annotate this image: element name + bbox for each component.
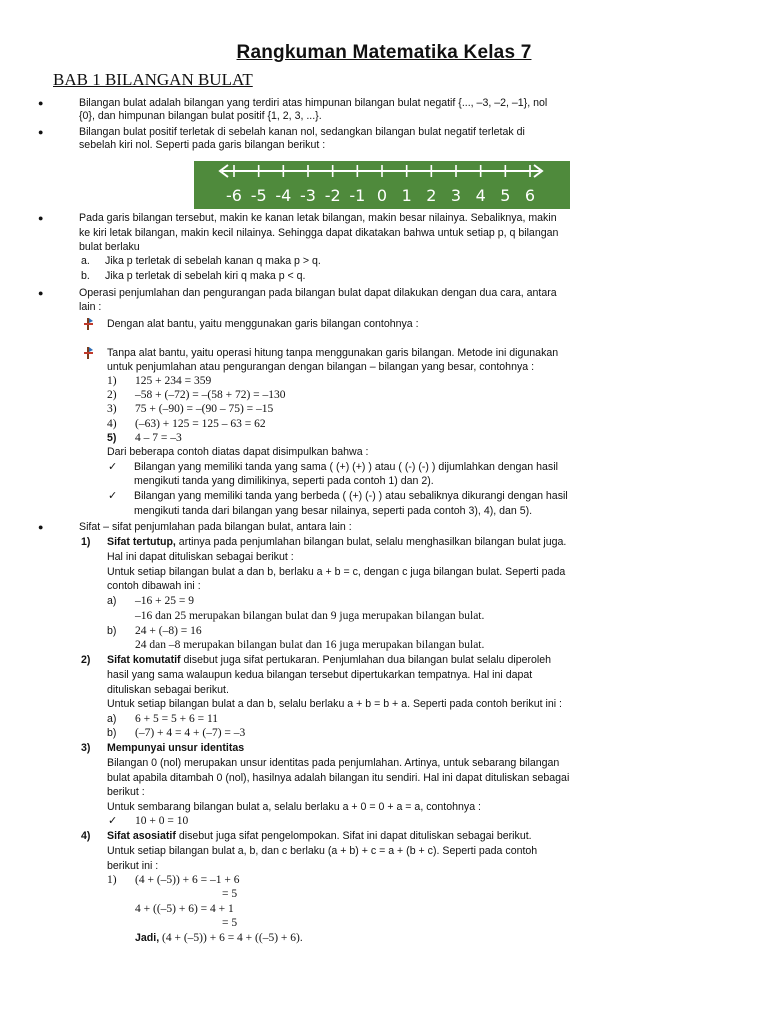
number-line-label: 4 xyxy=(475,186,486,205)
list-marker: 1) xyxy=(107,874,117,886)
math-line: 75 + (–90) = –(90 – 75) = –15 xyxy=(135,403,274,415)
text-line: Operasi penjumlahan dan pengurangan pada bilangan bulat dapat dilakukan dengan dua cara, antara xyxy=(79,287,557,299)
number-line-label: 6 xyxy=(524,186,536,205)
text-span: artinya pada penjumlahan bilangan bulat, selalu menghasilkan bilangan bulat juga. xyxy=(175,536,567,548)
number-line-label: -5 xyxy=(250,186,267,205)
text-line: Dengan alat bantu, yaitu menggunakan garis bilangan contohnya : xyxy=(107,318,419,330)
list-marker: 1) xyxy=(81,536,91,548)
text-line: –16 dan 25 merupakan bilangan bulat dan 9 juga merupakan bilangan bulat. xyxy=(135,610,485,622)
number-line-label: 1 xyxy=(401,186,412,205)
bullet-icon: ● xyxy=(38,98,44,108)
number-line-label: 0 xyxy=(376,186,388,205)
number-line-label: -3 xyxy=(300,186,316,205)
text-line xyxy=(107,830,532,843)
math-line: 125 + 234 = 359 xyxy=(135,375,212,387)
math-line: 24 + (–8) = 16 xyxy=(135,625,202,637)
text-line: Untuk sembarang bilangan bulat a, selalu berlaku a + 0 = 0 + a = a, contohnya : xyxy=(107,801,481,813)
term: Sifat komutatif xyxy=(107,654,181,666)
text-line: Jika p terletak di sebelah kiri q maka p < q. xyxy=(105,270,306,282)
bullet-icon: ● xyxy=(38,213,44,223)
checkmark-icon: ✓ xyxy=(108,490,118,502)
number-line-drawing xyxy=(194,161,570,209)
text-line: Untuk setiap bilangan bulat a dan b, berlaku a + b = c, dengan c juga bilangan bulat. Seperti pada xyxy=(107,566,566,578)
math-line: 6 + 5 = 5 + 6 = 11 xyxy=(135,713,219,725)
list-marker: b. xyxy=(81,270,90,282)
list-marker: 4) xyxy=(107,418,117,430)
list-marker: 1) xyxy=(107,375,117,387)
text-line: berikut ini : xyxy=(107,860,159,872)
text-line: sebelah kiri nol. Seperti pada garis bilangan berikut : xyxy=(79,139,326,151)
chapter-heading: BAB 1 BILANGAN BULAT xyxy=(53,70,253,89)
term: Sifat tertutup, xyxy=(107,536,176,548)
math-span: (4 + (–5)) + 6 = 4 + ((–5) + 6). xyxy=(159,932,303,944)
math-line: 4 – 7 = –3 xyxy=(135,432,182,444)
text-line: mengikuti tanda yang dimilikinya, seperti pada contoh 1) dan 2). xyxy=(134,475,434,487)
number-line-label: -4 xyxy=(275,186,292,205)
list-marker: a. xyxy=(81,255,90,267)
text-line: Bilangan 0 (nol) merupakan unsur identitas pada penjumlahan. Artinya, untuk sebarang bilangan xyxy=(107,757,560,769)
text-line: Untuk setiap bilangan bulat a dan b, selalu berlaku a + b = b + a. Seperti pada contoh berikut ini : xyxy=(107,698,562,710)
checkmark-icon: ✓ xyxy=(108,461,118,473)
number-line-label: -6 xyxy=(226,186,242,205)
text-line: berikut : xyxy=(107,786,145,798)
list-marker: b) xyxy=(107,625,117,637)
list-marker: 2) xyxy=(107,389,117,401)
number-line-label: 3 xyxy=(450,186,462,205)
text-line: Bilangan yang memiliki tanda yang sama ( (+) (+) ) atau ( (-) (-) ) dijumlahkan dengan hasil xyxy=(134,461,558,473)
text-line: bulat berlaku xyxy=(79,241,140,253)
text-line xyxy=(107,536,566,549)
math-line: = 5 xyxy=(222,917,238,929)
text-line: {0}, dan himpunan bilangan bulat positif {1, 2, 3, ...}. xyxy=(79,110,322,122)
term: Mempunyai unsur identitas xyxy=(107,742,245,754)
math-line: –58 + (–72) = –(58 + 72) = –130 xyxy=(135,389,286,401)
term: Sifat asosiatif xyxy=(107,830,176,842)
number-line-label: 2 xyxy=(426,186,437,205)
text-line: Bilangan bulat adalah bilangan yang terdiri atas himpunan bilangan bulat negatif {..., –3, –2, –1}, nol xyxy=(79,97,548,109)
text-line: Bilangan yang memiliki tanda yang berbeda ( (+) (-) ) atau sebaliknya dikurangi dengan hasil xyxy=(134,490,568,502)
text-span: disebut juga sifat pertukaran. Penjumlahan dua bilangan bulat selalu diperoleh xyxy=(180,654,552,666)
number-line-image xyxy=(194,161,570,209)
math-line: (–7) + 4 = 4 + (–7) = –3 xyxy=(135,727,246,739)
text-line: Sifat – sifat penjumlahan pada bilangan bulat, antara lain : xyxy=(79,521,352,533)
math-line: –16 + 25 = 9 xyxy=(135,595,194,607)
checkmark-icon: ✓ xyxy=(108,815,118,827)
math-line: = 5 xyxy=(222,888,238,900)
text-line: 24 dan –8 merupakan bilangan bulat dan 16 juga merupakan bilangan bulat. xyxy=(135,639,485,651)
text-line: Bilangan bulat positif terletak di sebelah kanan nol, sedangkan bilangan bulat negatif terletak di xyxy=(79,126,525,138)
number-line-label: -2 xyxy=(324,186,341,205)
text-line: contoh dibawah ini : xyxy=(107,580,201,592)
math-line: (–63) + 125 = 125 – 63 = 62 xyxy=(135,418,266,430)
text-line: Jika p terletak di sebelah kanan q maka p > q. xyxy=(105,255,321,267)
math-line: (4 + (–5)) + 6 = –1 + 6 xyxy=(135,874,240,886)
list-marker: 2) xyxy=(81,654,91,666)
text-line: Untuk setiap bilangan bulat a, b, dan c berlaku (a + b) + c = a + (b + c). Seperti pada contoh xyxy=(107,845,538,857)
math-line: 10 + 0 = 10 xyxy=(135,815,189,827)
text-line xyxy=(107,654,551,667)
text-line: dituliskan sebagai berikut. xyxy=(107,684,229,696)
text-line: lain : xyxy=(79,301,102,313)
number-line-label: -1 xyxy=(349,186,366,205)
list-marker: 3) xyxy=(81,742,91,754)
text-line: ke kiri letak bilangan, makin kecil nilainya. Sehingga dapat dikatakan bahwa untuk setiap p, q bilangan xyxy=(79,227,559,239)
bullet-icon: ● xyxy=(38,522,44,532)
text-line: mengikuti tanda dari bilangan yang besar nilainya, seperti pada contoh 3), 4), dan 5). xyxy=(134,505,533,517)
text-line: untuk penjumlahan atau pengurangan dengan bilangan – bilangan yang besar, contohnya : xyxy=(107,361,535,373)
math-line: 4 + ((–5) + 6) = 4 + 1 xyxy=(135,903,234,915)
arrow-bullet-icon xyxy=(84,318,94,330)
text-line: Pada garis bilangan tersebut, makin ke kanan letak bilangan, makin besar nilainya. Sebaliknya, makin xyxy=(79,212,557,224)
list-marker: 3) xyxy=(107,403,117,415)
number-line-label: 5 xyxy=(500,186,511,205)
list-marker: 5) xyxy=(107,432,117,444)
list-marker: a) xyxy=(107,595,117,607)
term: Jadi, xyxy=(135,932,160,944)
list-marker: a) xyxy=(107,713,117,725)
text-line: hasil yang sama walaupun kedua bilangan tersebut dipertukarkan tempatnya. Hal ini dapat xyxy=(107,669,533,681)
bullet-icon: ● xyxy=(38,288,44,298)
bullet-icon: ● xyxy=(38,127,44,137)
text-line: Tanpa alat bantu, yaitu operasi hitung tanpa menggunakan garis bilangan. Metode ini digunakan xyxy=(107,347,559,359)
text-line xyxy=(135,932,303,945)
arrow-bullet-icon xyxy=(84,347,94,359)
list-marker: 4) xyxy=(81,830,91,842)
text-span: disebut juga sifat pengelompokan. Sifat ini dapat dituliskan sebagai berikut. xyxy=(175,830,532,842)
text-line: bulat apabila ditambah 0 (nol), hasilnya adalah bilangan itu sendiri. Hal ini dapat dituliskan sebagai xyxy=(107,772,570,784)
page-title: Rangkuman Matematika Kelas 7 xyxy=(236,42,532,63)
list-marker: b) xyxy=(107,727,117,739)
text-line: Hal ini dapat dituliskan sebagai berikut : xyxy=(107,551,294,563)
text-line: Dari beberapa contoh diatas dapat disimpulkan bahwa : xyxy=(107,446,369,458)
